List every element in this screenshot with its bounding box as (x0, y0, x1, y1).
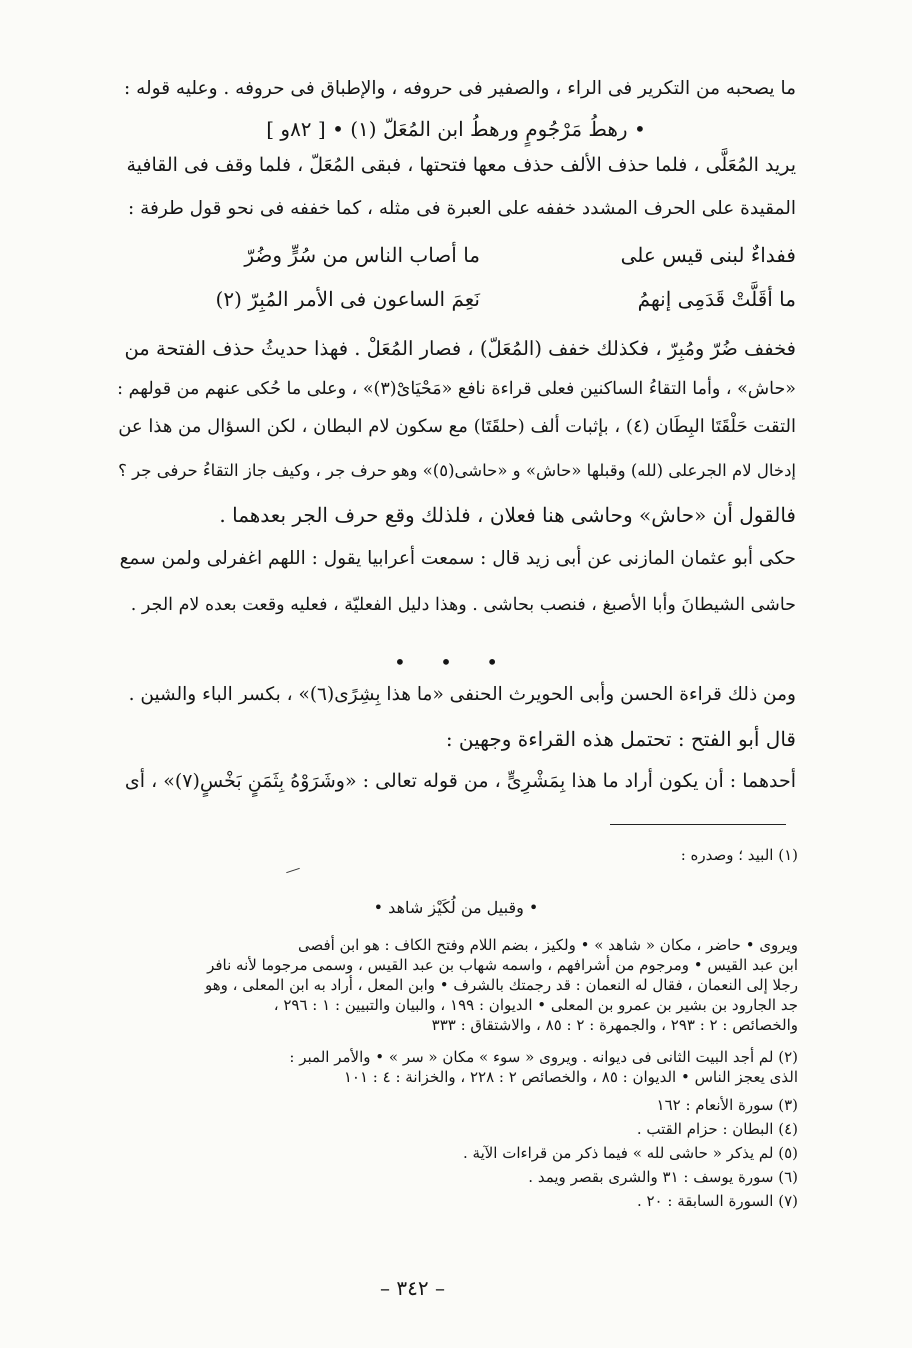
footnote-2: (٢) لم أجد البيت الثانى فى ديوانه . ويروى « سوء » مكان « سر » • والأمر المبر : (289, 1048, 798, 1066)
body-line: المقيدة على الحرف المشدد خففه على العبرة فى مثله ، كما خففه فى نحو قول طرفة : (127, 198, 796, 219)
footnote-5: (٥) لم يذكر « حاشى لله » فيما ذكر من قراءات الآية . (462, 1144, 798, 1162)
body-line: فخفف ضُرّ ومُبِرّ ، فكذلك خفف (المُعَلّ) ، فصار المُعَلْ . فهذا حديثُ حذف الفتحة من (124, 337, 796, 360)
footnote-7: (٧) السورة السابقة : ٢٠ . (636, 1192, 798, 1210)
body-line: ما يصحبه من التكرير فى الراء ، والصفير فى حروفه ، والإطباق فى حروفه . وعليه قوله : (123, 78, 796, 99)
footnote-4: (٤) البطان : حزام القتب . (636, 1120, 798, 1138)
body-line: إدخال لام الجرعلى (لله) وقبلها «حاش» و «حاشى(٥)» وهو حرف جر ، وكيف جاز التقاءُ حرفى جر ؟ (118, 461, 796, 480)
footnote-line: ويروى • حاضر ، مكان « شاهد » • ولكيز ، بضم اللام وفتح الكاف : هو ابن أفصى (297, 936, 798, 954)
poem-hemistich: ما أصاب الناس من سُرٍّ وضُرّ (244, 243, 480, 267)
printer-mark (286, 868, 300, 873)
poem-hemistich: ففداءٌ لبنى قيس على (620, 243, 796, 267)
page-number: – ٣٤٢ – (380, 1276, 445, 1300)
body-line: ومن ذلك قراءة الحسن وأبى الحويرث الحنفى «ما هذا بِشِرًى(٦)» ، بكسر الباء والشين . (128, 684, 796, 705)
footnote-3: (٣) سورة الأنعام : ١٦٢ (656, 1096, 798, 1114)
body-line: أحدهما : أن يكون أراد ما هذا بِمَشْرِىٍّ ، من قوله تعالى : «وشَرَوْهُ بِثَمَنٍ بَخْسٍ(٧)» ، أى (124, 770, 796, 792)
poem-hemistich: ما أقَلَّتْ قَدَمِى إنهمُ (637, 287, 796, 311)
poem-hemistich: نَعِمَ الساعون فى الأمر المُبِرّ (٢) (215, 287, 480, 311)
body-line: حاشى الشيطانَ وأبا الأصبغ ، فنصب بحاشى . وهذا دليل الفعليّة ، فعليه وقعت بعده لام الجر . (130, 595, 796, 615)
body-line: يريد المُعَلَّى ، فلما حذف الألف حذف معها فتحتها ، فبقى المُعَلّ ، فلما وقف فى القافية (126, 154, 796, 176)
footnote-line: ابن عبد القيس • ومرجوم من أشرافهم ، واسمه شهاب بن عبد القيس ، وسمى مرجوما لأنه نافر (207, 956, 798, 974)
body-line: قال أبو الفتح : تحتمل هذه القراءة وجهين : (445, 727, 796, 751)
body-line: «حاش» ، وأما التقاءُ الساكنين فعلى قراءة نافع «مَحْيَاىْ(٣)» ، وعلى ما حُكى عنهم من قولهم : (117, 379, 796, 399)
body-line: التقت حَلْقَتَا البِطَان (٤) ، بإثبات ألف (حلقَتَا) مع سكون لام البطان ، لكن السؤال من هذا عن (118, 416, 796, 437)
body-line: فالقول أن «حاش» وحاشى هنا فعلان ، فلذلك وقع حرف الجر بعدهما . (219, 503, 796, 527)
footnote-line: والخصائص : ٢ : ٢٩٣ ، والجمهرة : ٢ : ٨٥ ، والاشتقاق : ٣٣٣ (431, 1016, 798, 1034)
footnote-line: رجلا إلى النعمان ، فقال له النعمان : قد رجمتك بالشرف • وابن المعل ، أراد به ابن المعلى ، وهو (204, 976, 798, 994)
verse-quote: • رهطُ مَرْجُومٍ ورهطُ ابن المُعَلّ (١) • [ ٨٢و ] (266, 117, 646, 141)
footnote-line: جد الجارود بن بشير بن عمرو بن المعلى • الديوان : ١٩٩ ، والبيان والتبيين : ١ : ٢٩٦ ، (273, 996, 798, 1014)
body-line: حكى أبو عثمان المازنى عن أبى زيد قال : سمعت أعرابيا يقول : اللهم اغفرلى ولمن سمع (119, 548, 796, 569)
section-separator: • • • (394, 650, 513, 674)
footnote-line: الذى يعجز الناس • الديوان : ٨٥ ، والخصائص ٢ : ٢٢٨ ، والخزانة : ٤ : ١٠١ (343, 1068, 798, 1086)
footnote-6: (٦) سورة يوسف : ٣١ والشرى بقصر ويمد . (528, 1168, 798, 1186)
footnote-rule (610, 824, 786, 825)
footnote-verse: • وقبيل من لُكَيْز شاهد • (373, 898, 539, 917)
footnote-1: (١) البيد ؛ وصدره : (680, 846, 798, 864)
